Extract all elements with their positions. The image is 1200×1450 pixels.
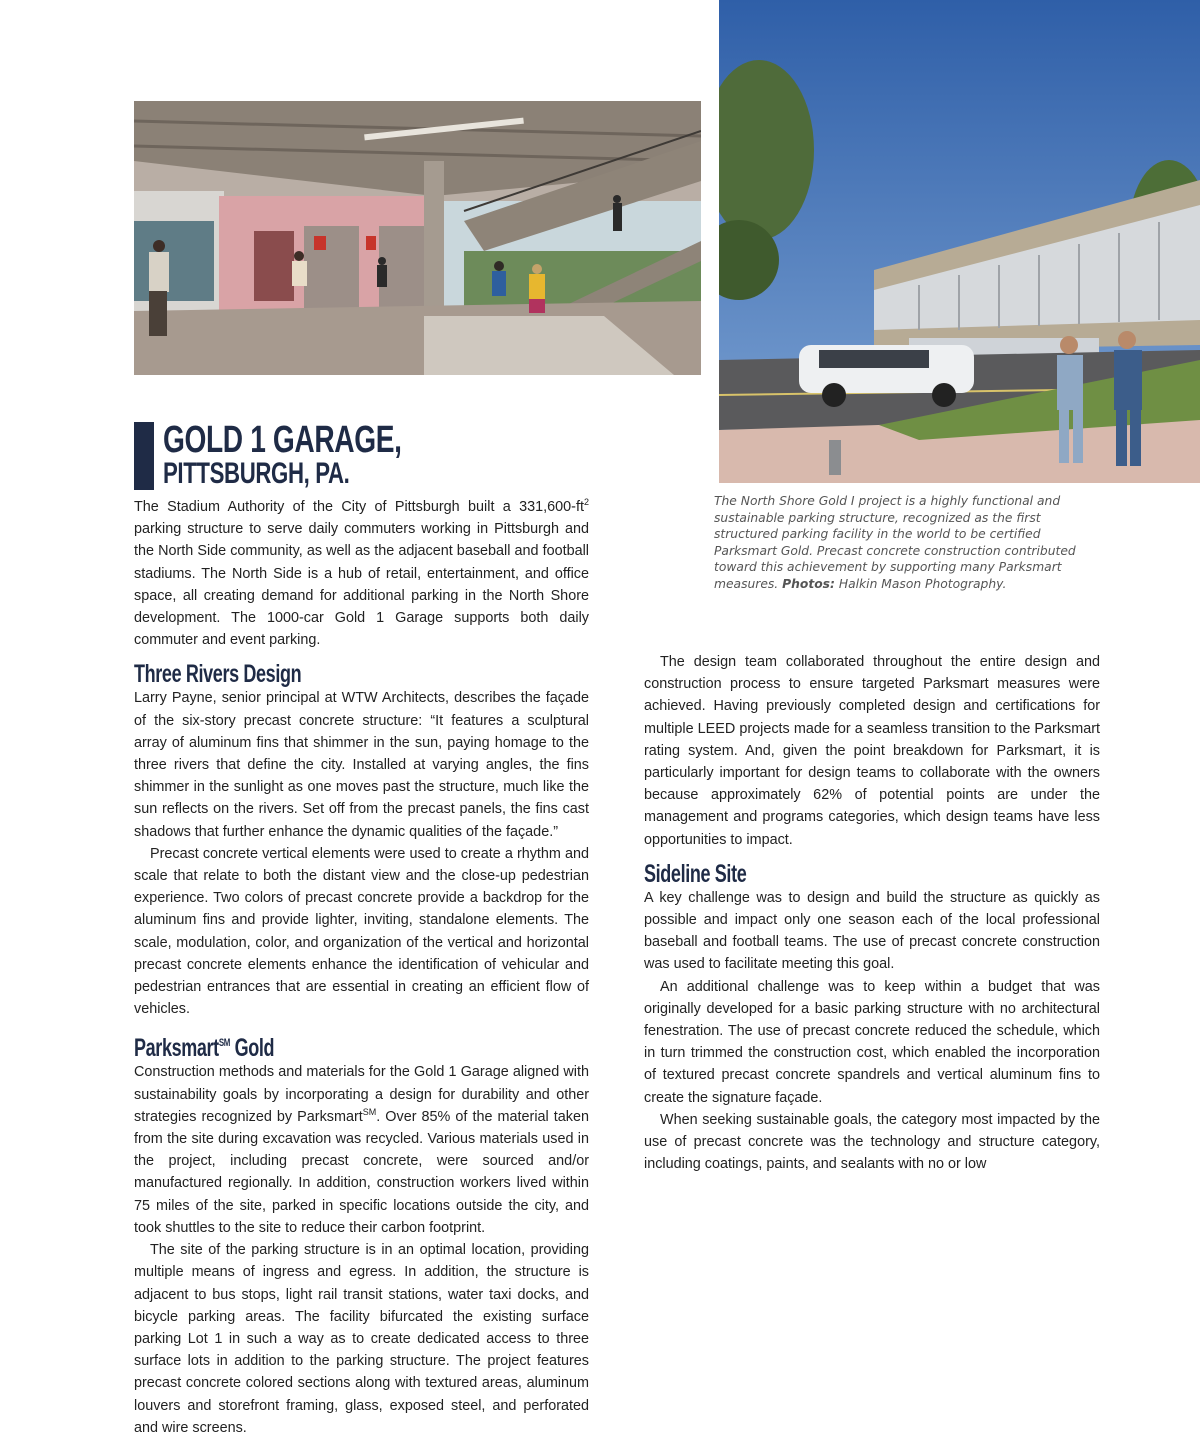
section-heading-parksmart-gold: Parksmart℠ Gold <box>134 1034 275 1063</box>
article-title: GOLD 1 GARAGE, <box>163 419 402 461</box>
body-paragraph: An additional challenge was to keep within a budget that was originally developed for a basic parking structure with no architectural fenestration. The use of precast concrete reduced the schedule, which in turn trimmed the construction cost, which enabled the incorporation of textured precast concrete spandrels and vertical aluminum fins to create the signature façade. <box>644 978 1100 1106</box>
article-title-block <box>134 420 594 492</box>
garage-exterior-photo <box>719 0 1200 483</box>
article-column-left <box>134 496 589 1439</box>
photo-caption: The North Shore Gold I project is a highly functional and sustainable parking structure, recognized as the first structured parking facility in the world to be certified Parksmart Gold. Precast concrete construction contributed toward this achievement by supporting many Parksmart measures. Photos: Halkin Mason Photography. <box>714 494 1076 591</box>
body-paragraph: A key challenge was to design and build the structure as quickly as possible and impact only one season each of the local professional baseball and football teams. The use of precast concrete construction was used to facilitate meeting this goal. <box>644 889 1100 973</box>
intro-paragraph: The Stadium Authority of the City of Pittsburgh built a $331,600-ft^2$ parking structure to serve daily commuters working in Pittsburgh and the North Side community, as well as the adjacent baseball and football stadiums. The North Side is a hub of retail, entertainment, and office space, all creating demand for additional parking in the North Shore development. The 1000-car Gold 1 Garage supports both daily commuter and event parking. <box>134 497 589 649</box>
article-column-right <box>644 651 1100 1175</box>
article-subtitle-location: PITTSBURGH, PA. <box>163 457 350 490</box>
body-paragraph: Precast concrete vertical elements were used to create a rhythm and scale that relate to both the distant view and the close-up pedestrian experience. Two colors of precast concrete provide a backdrop for the aluminum fins and provide lighter, inviting, standalone elements. The scale, modulation, color, and organization of the vertical and horizontal precast concrete elements enhance the identification of vehicular and pedestrian entrances that are essential in creating an efficient flow of vehicles. <box>134 845 589 1018</box>
title-accent-bar <box>134 422 154 490</box>
garage-lobby-photo <box>134 101 701 375</box>
body-paragraph: The site of the parking structure is in an optimal location, providing multiple means of ingress and egress. In addition, the structure is adjacent to bus stops, light rail transit stations, water taxi docks, and bicycle parking areas. The facility bifurcated the existing surface parking Lot 1 in such a way as to create dedicated access to three surface lots in addition to the parking structure. The project features precast concrete colored sections along with textured areas, aluminum louvers and storefront framing, glass, exposed steel, and perforated and wire screens. <box>134 1242 589 1436</box>
section-heading-three-rivers: Three Rivers Design <box>134 660 302 689</box>
body-paragraph: Construction methods and materials for the Gold 1 Garage aligned with sustainability goals by incorporating a design for durability and other strategies recognized by Parksmart℠. Over 85% of the material taken from the site during excavation was recycled. Various materials used in the project, including precast concrete, were sourced and/or manufactured regionally. In addition, construction workers lived within 75 miles of the site, parked in specific locations outside the city, and took shuttles to the site to reduce their carbon footprint. <box>134 1064 589 1236</box>
body-paragraph: Larry Payne, senior principal at WTW Architects, describes the façade of the six-story precast concrete structure: “It features a sculptural array of aluminum fins that shimmer in the sun, paying homage to the three rivers that define the city. Installed at varying angles, the fins shimmer in the sunlight as one moves past the structure, much like the sun reflects on the rivers. Set off from the precast panels, the fins cast shadows that further enhance the dynamic qualities of the façade.” <box>134 690 589 840</box>
section-heading-sideline-site: Sideline Site <box>644 859 747 888</box>
body-paragraph: When seeking sustainable goals, the category most impacted by the use of precast concrete was the technology and structure category, including coatings, paints, and sealants with no or low <box>644 1111 1100 1173</box>
body-paragraph: The design team collaborated throughout the entire design and construction process to ensure targeted Parksmart measures were achieved. Having previously completed design and certifications for multiple LEED projects made for a seamless transition to the Parksmart rating system. And, given the point breakdown for Parksmart, it is particularly important for design teams to collaborate with the owners because approximately 62% of potential points are under the management and programs categories, which design teams have less opportunities to impact. <box>644 654 1100 848</box>
